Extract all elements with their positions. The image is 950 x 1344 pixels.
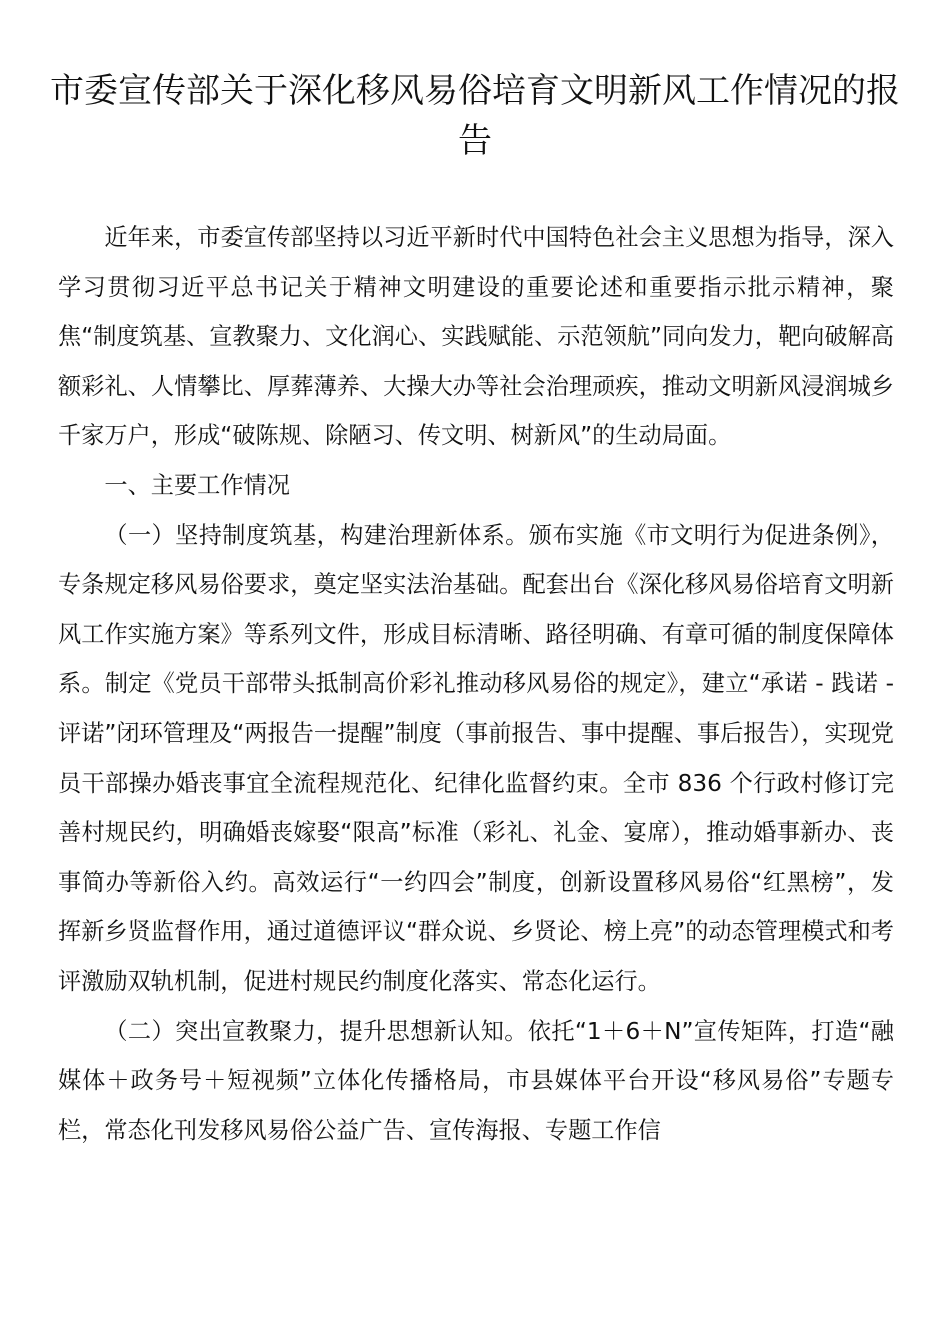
intro-paragraph: 近年来，市委宣传部坚持以习近平新时代中国特色社会主义思想为指导，深入学习贯彻习近平总书记关于精神文明建设的重要论述和重要指示批示精神，聚焦“制度筑基、宣教聚力、文化润心、实践赋能、示范领航”同向发力，靶向破解高额彩礼、人情攀比、厚葬薄养、大操大办等社会治理顽疾，推动文明新风浸润城乡千家万户，形成“破陈规、除陋习、传文明、树新风”的生动局面。 (58, 224, 894, 450)
subsection-paragraph: （二）突出宣教聚力，提升思想新认知。依托“1＋6＋N”宣传矩阵，打造“融媒体＋政务号＋短视频”立体化传播格局，市县媒体平台开设“移风易俗”专题专栏，常态化刊发移风易俗公益广告、宣传海报、专题工作信 (58, 1017, 894, 1144)
subsection-paragraph: （一）坚持制度筑基，构建治理新体系。颁布实施《市文明行为促进条例》，专条规定移风易俗要求，奠定坚实法治基础。配套出台《深化移风易俗培育文明新风工作实施方案》等系列文件，形成目标清晰、路径明确、有章可循的制度保障体系。制定《党员干部带头抵制高价彩礼推动移风易俗的规定》，建立“承诺 - 践诺 - 评诺”闭环管理及“两报告一提醒”制度（事前报告、事中提醒、事后报告），实现党员干部操办婚丧事宜全流程规范化、纪律化监督约束。全市 836 个行政村修订完善村规民约，明确婚丧嫁娶“限高”标准（彩礼、礼金、宴席），推动婚事新办、丧事简办等新俗入约。高效运行“一约四会”制度，创新设置移风易俗“红黑榜”，发挥新乡贤监督作用，通过道德评议“群众说、乡贤论、榜上亮”的动态管理模式和考评激励双轨机制，促进村规民约制度化落实、常态化运行。 (58, 521, 894, 995)
section-heading: 一、主要工作情况 (104, 471, 290, 499)
document-body (58, 213, 894, 1155)
document-title: 市委宣传部关于深化移风易俗培育文明新风工作情况的报告 (50, 71, 900, 161)
